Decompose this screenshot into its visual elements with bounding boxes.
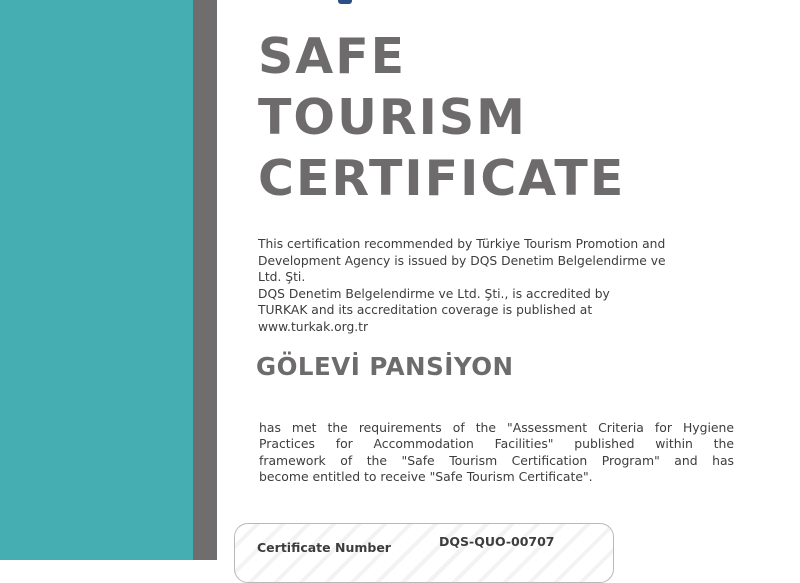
- statement-line: Practices for Accommodation Facilities" published within the: [259, 436, 734, 452]
- top-logo-fragment: [338, 0, 352, 4]
- certificate-number-box: [234, 523, 614, 583]
- certificate-number-label: Certificate Number: [257, 540, 391, 555]
- title-line: SAFE: [258, 28, 407, 85]
- intro-line: This certification recommended by Türkiye Tourism Promotion and: [258, 237, 666, 251]
- certificate-holder-name: GÖLEVİ PANSİYON: [256, 352, 514, 381]
- title-line: CERTIFICATE: [258, 150, 626, 207]
- requirements-statement: [259, 420, 734, 485]
- statement-line: become entitled to receive "Safe Tourism Certificate".: [259, 468, 593, 484]
- intro-line: Ltd. Şti.: [258, 270, 306, 284]
- intro-line: Development Agency is issued by DQS Denetim Belgelendirme ve: [258, 253, 666, 268]
- certificate-title: [258, 26, 625, 209]
- accreditation-paragraph: [258, 236, 708, 335]
- certificate-number-value: DQS-QUO-00707: [439, 534, 555, 549]
- intro-line: TURKAK and its accreditation coverage is published at: [258, 303, 593, 317]
- gray-side-band: [193, 0, 217, 560]
- statement-line: framework of the "Safe Tourism Certification Program" and has: [259, 452, 734, 468]
- intro-line: www.turkak.org.tr: [258, 319, 369, 334]
- statement-line: has met the requirements of the "Assessment Criteria for Hygiene: [259, 420, 734, 435]
- intro-line: DQS Denetim Belgelendirme ve Ltd. Şti., is accredited by: [258, 286, 610, 301]
- title-line: TOURISM: [258, 89, 527, 146]
- teal-side-band: [0, 0, 193, 560]
